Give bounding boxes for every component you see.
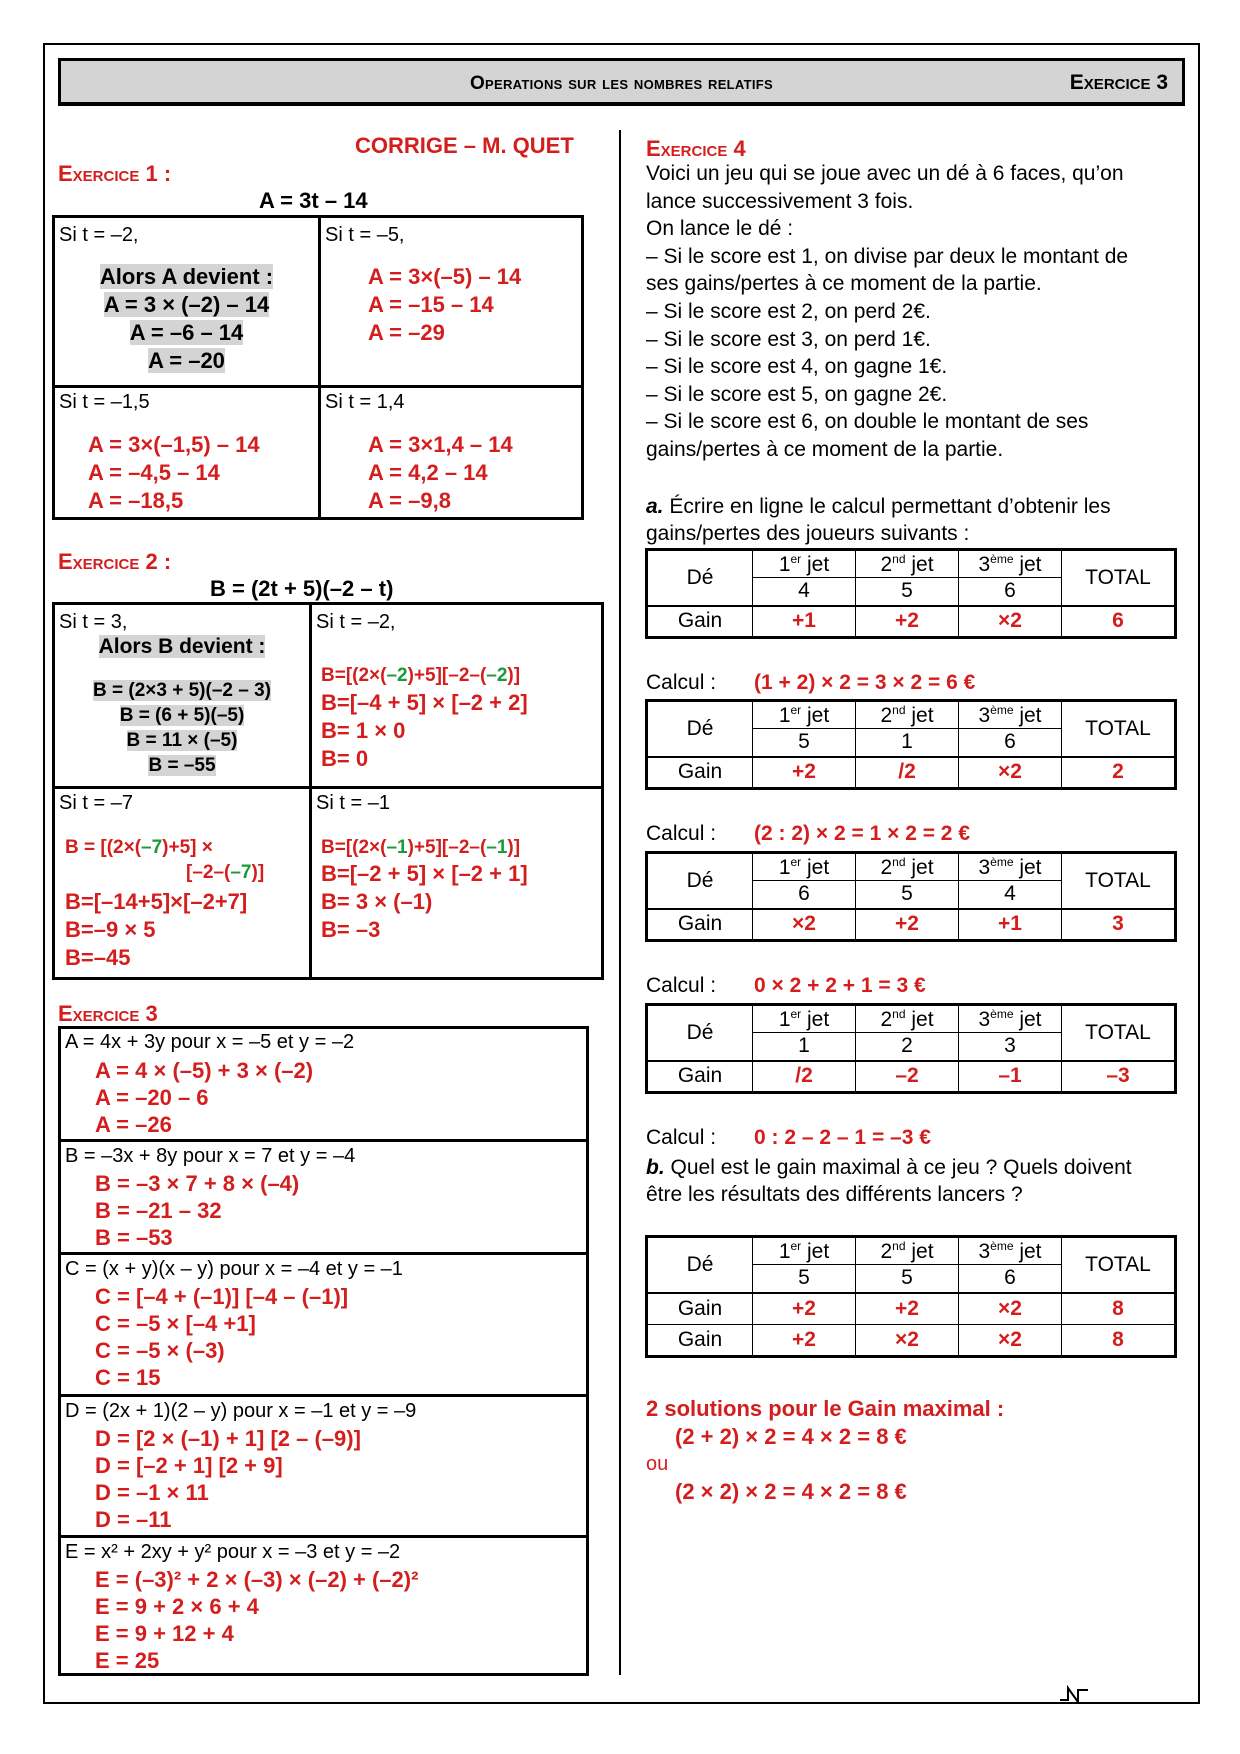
solutions-title: 2 solutions pour le Gain maximal : — [646, 1396, 1005, 1421]
ex4-question-b: b. Quel est le gain maximal à ce jeu ? Quels doivent être les résultats des différents lancers ? — [646, 1156, 1132, 1206]
gain-1: /2 — [753, 1061, 856, 1093]
dice-1: 1 — [753, 1033, 856, 1061]
ex3-row-c-question: C = (x + y)(x – y) pour x = –4 et y = –1 — [65, 1258, 403, 1280]
gain-2: +2 — [856, 909, 959, 941]
ex1-c4-body: A = 3×1,4 – 14 A = 4,2 – 14 A = –9,8 — [368, 432, 513, 513]
ex2-c1-body: B = (2×3 + 5)(–2 – 3) B = (6 + 5)(–5) B = 11 × (–5) B = –55 — [93, 680, 271, 776]
jet2-header: 2nd jet — [856, 701, 959, 729]
ex2-title: Exercice 2 : — [58, 549, 172, 574]
total-value: 2 — [1062, 757, 1176, 789]
ex3-row-a-question: A = 4x + 3y pour x = –5 et y = –2 — [65, 1031, 355, 1053]
max-total-label: TOTAL — [1062, 1237, 1176, 1293]
solution-1: (2 + 2) × 2 = 4 × 2 = 8 € — [675, 1424, 907, 1449]
solution-2: (2 × 2) × 2 = 4 × 2 = 8 € — [675, 1479, 907, 1504]
ex2-c2-line1: B=[(2×(–2)+5][–2–(–2)] — [321, 665, 521, 686]
total-value: 3 — [1062, 909, 1176, 941]
column-divider — [619, 130, 621, 1675]
max-dice-1: 5 — [753, 1265, 856, 1293]
gain-1: +1 — [753, 606, 856, 638]
ex2-c1-alors: Alors B devient : — [98, 635, 266, 658]
max-gain-table — [645, 1235, 1177, 1358]
ex3-row-c-answer: C = [–4 + (–1)] [–4 – (–1)] C = –5 × [–4 +1] C = –5 × (–3) C = 15 — [95, 1284, 349, 1390]
dice-3: 6 — [959, 729, 1062, 757]
ex2-c2-body: B=[–4 + 5] × [–2 + 2] B= 1 × 0 B= 0 — [321, 690, 528, 771]
ex3-row-b-answer: B = –3 × 7 + 8 × (–4) B = –21 – 32 B = –53 — [95, 1171, 300, 1250]
jet1-header: 1er jet — [753, 701, 856, 729]
ex2-c4-body: B=[–2 + 5] × [–2 + 1] B= 3 × (–1) B= –3 — [321, 861, 528, 942]
dice-2: 2 — [856, 1033, 959, 1061]
de-label: Dé — [647, 701, 753, 757]
total-value: 6 — [1062, 606, 1176, 638]
jet1-header: 1er jet — [753, 550, 856, 578]
jet3-header: 3ème jet — [959, 550, 1062, 578]
solutions-ou: ou — [646, 1453, 669, 1475]
ex2-c4-cond: Si t = –1 — [316, 792, 390, 814]
max-dice-3: 6 — [959, 1265, 1062, 1293]
ex1-c3-body: A = 3×(–1,5) – 14 A = –4,5 – 14 A = –18,5 — [88, 432, 260, 513]
dice-2: 5 — [856, 578, 959, 606]
dice-2: 1 — [856, 729, 959, 757]
max-jet3-header: 3ème jet — [959, 1237, 1062, 1265]
ex1-c2-body: A = 3×(–5) – 14 A = –15 – 14 A = –29 — [368, 264, 522, 345]
game-table-3 — [645, 851, 1177, 942]
ex1-c4-cond: Si t = 1,4 — [325, 391, 405, 413]
de-label: Dé — [647, 853, 753, 909]
jet1-header: 1er jet — [753, 1005, 856, 1033]
gain-1: ×2 — [753, 909, 856, 941]
ex2-c4-line1: B=[(2×(–1)+5][–2–(–1)] — [321, 837, 521, 858]
corner-mark-icon — [1060, 1684, 1088, 1704]
dice-3: 6 — [959, 578, 1062, 606]
total-label: TOTAL — [1062, 550, 1176, 606]
ex2-c3-line1: B = [(2×(–7)+5] × — [65, 837, 213, 858]
max-de-label: Dé — [647, 1237, 753, 1293]
calcul-line-4: Calcul : 0 : 2 – 2 – 1 = –3 € — [646, 1126, 931, 1149]
ex1-c1-cond: Si t = –2, — [59, 224, 139, 246]
page-header — [58, 58, 1185, 106]
gain-3: ×2 — [959, 606, 1062, 638]
jet2-header: 2nd jet — [856, 853, 959, 881]
jet3-header: 3ème jet — [959, 701, 1062, 729]
total-label: TOTAL — [1062, 853, 1176, 909]
ex3-row-e-answer: E = (–3)² + 2 × (–3) × (–2) + (–2)² E = 9 + 2 × 6 + 4 E = 9 + 12 + 4 E = 25 — [95, 1567, 419, 1673]
total-label: TOTAL — [1062, 701, 1176, 757]
ex3-row-a-answer: A = 4 × (–5) + 3 × (–2) A = –20 – 6 A = –26 — [95, 1058, 314, 1137]
ex2-c3-cond: Si t = –7 — [59, 792, 133, 814]
gain-label: Gain — [647, 1061, 753, 1093]
max-total-2: 8 — [1062, 1325, 1176, 1357]
gain-2: –2 — [856, 1061, 959, 1093]
max-gain2-3: ×2 — [959, 1325, 1062, 1357]
ex1-c2-cond: Si t = –5, — [325, 224, 405, 246]
max-jet2-header: 2nd jet — [856, 1237, 959, 1265]
max-gain1-3: ×2 — [959, 1293, 1062, 1325]
gain-label: Gain — [647, 909, 753, 941]
ex4-question-a: a. Écrire en ligne le calcul permettant d’obtenir les gains/pertes des joueurs suivants : — [646, 495, 1111, 545]
gain-3: ×2 — [959, 757, 1062, 789]
jet2-header: 2nd jet — [856, 1005, 959, 1033]
game-table-2 — [645, 699, 1177, 790]
ex2-c1-cond: Si t = 3, — [59, 611, 128, 633]
ex2-formula: B = (2t + 5)(–2 – t) — [210, 576, 394, 601]
dice-3: 3 — [959, 1033, 1062, 1061]
calcul-line-2: Calcul : (2 : 2) × 2 = 1 × 2 = 2 € — [646, 822, 970, 845]
max-gain-label-2: Gain — [647, 1325, 753, 1357]
gain-1: +2 — [753, 757, 856, 789]
max-gain-label-1: Gain — [647, 1293, 753, 1325]
ex1-c1-body: Alors A devient : A = 3 × (–2) – 14 A = –6 – 14 A = –20 — [99, 264, 274, 373]
dice-1: 5 — [753, 729, 856, 757]
max-gain2-2: ×2 — [856, 1325, 959, 1357]
ex2-c2-cond: Si t = –2, — [316, 611, 396, 633]
dice-3: 4 — [959, 881, 1062, 909]
de-label: Dé — [647, 550, 753, 606]
total-value: –3 — [1062, 1061, 1176, 1093]
ex1-c3-cond: Si t = –1,5 — [59, 391, 150, 413]
corrige-title: CORRIGE – M. QUET — [355, 133, 574, 158]
ex4-intro: Voici un jeu qui se joue avec un dé à 6 faces, qu’on lance successivement 3 fois. On lance le dé : – Si le score est 1, on divise par deux le montant de ses gains/pertes à ce moment de la partie. – Si le score est 2, on perd 2€. – Si le score est 3, on perd 1€. – Si le score est 4, on gagne 1€. – Si le score est 5, on gagne 2€. – Si le score est 6, on double le montant de ses gains/pertes à ce moment de la partie. — [646, 162, 1129, 461]
de-label: Dé — [647, 1005, 753, 1061]
ex2-table — [52, 602, 604, 980]
calcul-line-1: Calcul : (1 + 2) × 2 = 3 × 2 = 6 € — [646, 671, 976, 694]
ex1-table — [52, 215, 584, 520]
ex4-title: Exercice 4 — [646, 136, 746, 161]
ex3-table — [58, 1026, 589, 1676]
max-gain1-2: +2 — [856, 1293, 959, 1325]
gain-3: +1 — [959, 909, 1062, 941]
max-gain2-1: +2 — [753, 1325, 856, 1357]
max-gain1-1: +2 — [753, 1293, 856, 1325]
ex3-title: Exercice 3 — [58, 1001, 158, 1026]
total-label: TOTAL — [1062, 1005, 1176, 1061]
dice-1: 4 — [753, 578, 856, 606]
max-total-1: 8 — [1062, 1293, 1176, 1325]
gain-label: Gain — [647, 757, 753, 789]
game-table-1 — [645, 548, 1177, 639]
gain-3: –1 — [959, 1061, 1062, 1093]
ex1-formula: A = 3t – 14 — [259, 188, 368, 213]
dice-2: 5 — [856, 881, 959, 909]
gain-2: +2 — [856, 606, 959, 638]
jet2-header: 2nd jet — [856, 550, 959, 578]
ex3-row-d-answer: D = [2 × (–1) + 1] [2 – (–9)] D = [–2 + 1] [2 + 9] D = –1 × 11 D = –11 — [95, 1426, 361, 1532]
gain-2: /2 — [856, 757, 959, 789]
gain-label: Gain — [647, 606, 753, 638]
ex1-title: Exercice 1 : — [58, 161, 172, 186]
jet1-header: 1er jet — [753, 853, 856, 881]
max-jet1-header: 1er jet — [753, 1237, 856, 1265]
jet3-header: 3ème jet — [959, 853, 1062, 881]
ex3-row-d-question: D = (2x + 1)(2 – y) pour x = –1 et y = –9 — [65, 1400, 417, 1422]
ex2-c3-body: B=[–14+5]×[–2+7] B=–9 × 5 B=–45 — [65, 889, 248, 970]
ex3-row-b-question: B = –3x + 8y pour x = 7 et y = –4 — [65, 1145, 356, 1167]
header-exercise: Exercice 3 — [1069, 71, 1168, 94]
header-title: Operations sur les nombres relatifs — [469, 73, 774, 94]
game-table-4 — [645, 1003, 1177, 1094]
ex2-c3-line2: [–2–(–7)] — [186, 862, 265, 883]
jet3-header: 3ème jet — [959, 1005, 1062, 1033]
calcul-line-3: Calcul : 0 × 2 + 2 + 1 = 3 € — [646, 974, 926, 997]
max-dice-2: 5 — [856, 1265, 959, 1293]
dice-1: 6 — [753, 881, 856, 909]
ex3-row-e-question: E = x² + 2xy + y² pour x = –3 et y = –2 — [65, 1541, 401, 1563]
